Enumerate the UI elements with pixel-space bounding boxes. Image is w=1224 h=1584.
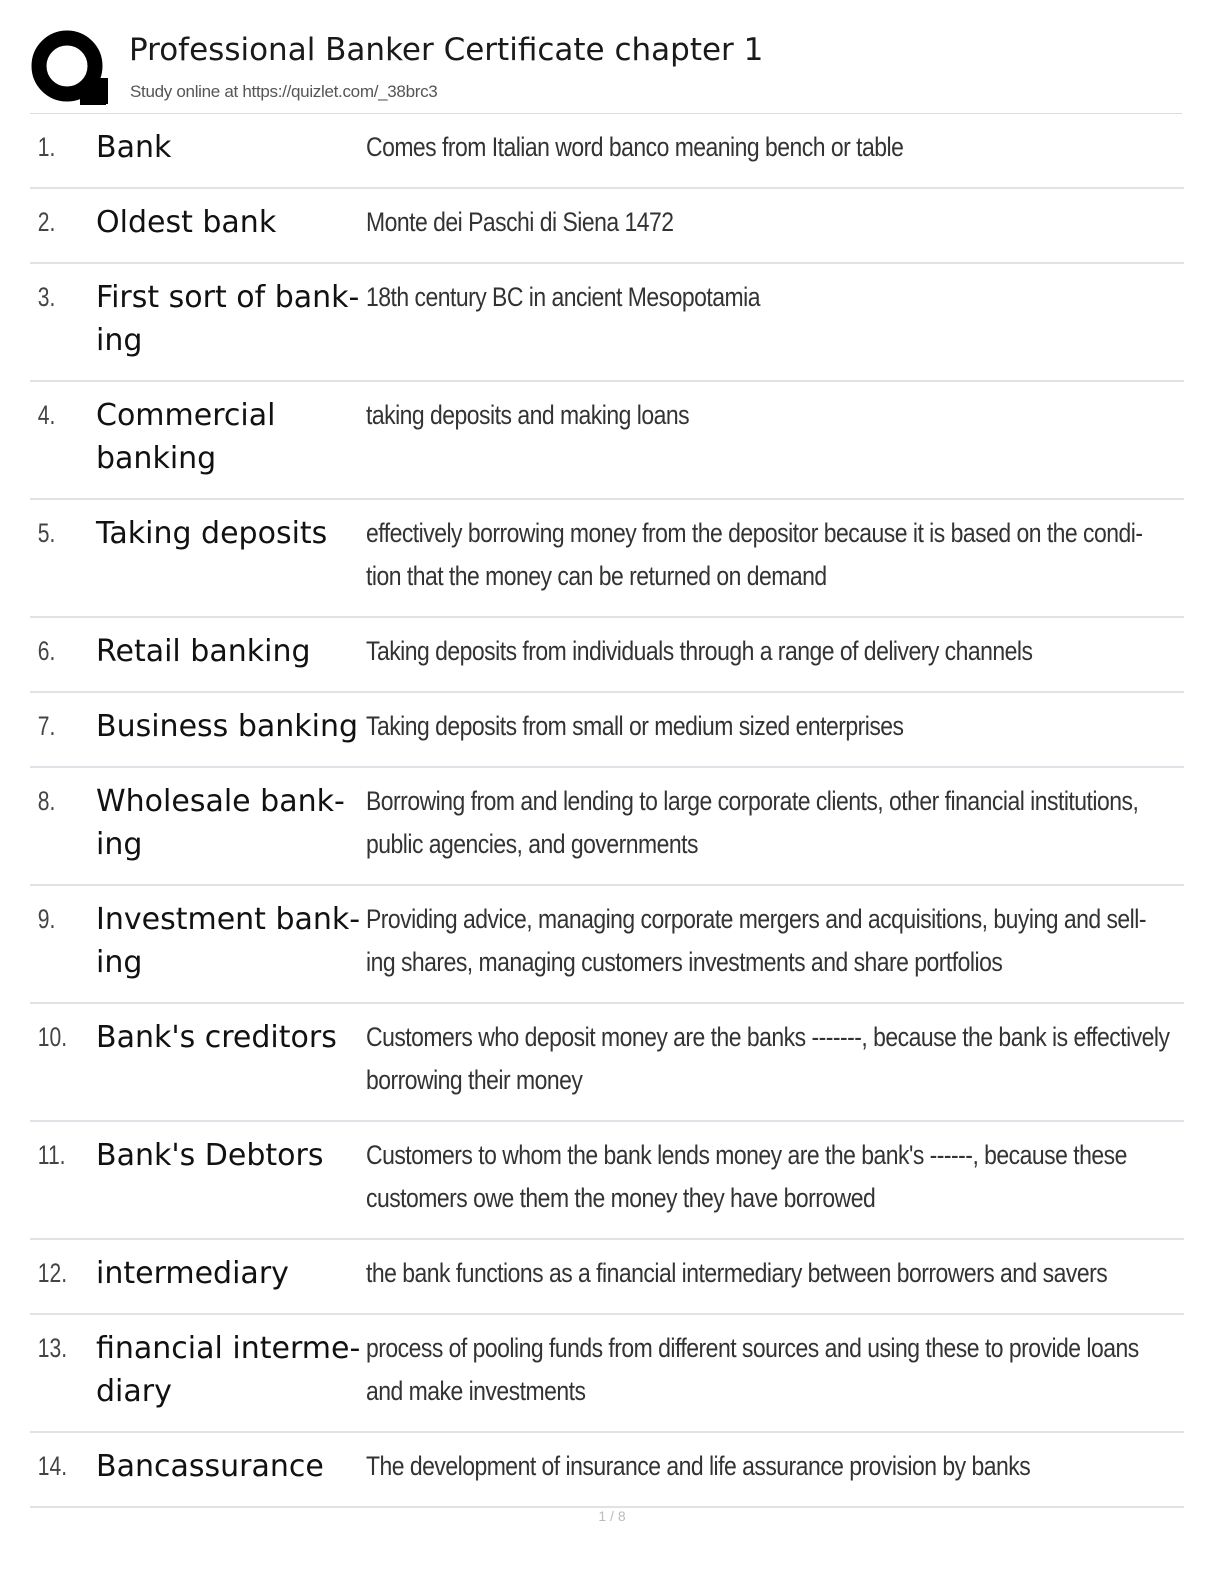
definition-text: the bank functions as a financial intermediary between borrowers and savers	[366, 1258, 1108, 1288]
term-text: Retail banking	[96, 634, 311, 669]
quizlet-logo-icon	[30, 30, 108, 108]
definition-text: effectively borrowing money from the depositor because it is based on the condi- tion that the money can be returned on demand	[366, 518, 1143, 591]
flashcard-row	[30, 618, 1184, 693]
row-number: 5.	[37, 518, 56, 548]
flashcard-row	[30, 1433, 1184, 1508]
row-number: 7.	[37, 711, 56, 741]
row-number: 4.	[37, 400, 56, 430]
definition-text: Borrowing from and lending to large corporate clients, other financial institutions, public agencies, and governments	[366, 786, 1139, 859]
term-text: Wholesale bank- ing	[96, 784, 345, 862]
flashcard-row	[30, 500, 1184, 618]
term-text: Business banking	[96, 709, 359, 744]
flashcard-row	[30, 114, 1184, 189]
term-text: Bank	[96, 130, 172, 165]
document-header	[30, 28, 1190, 114]
row-number: 14.	[37, 1451, 68, 1481]
term-text: Oldest bank	[96, 205, 277, 240]
definition-text: Taking deposits from small or medium sized enterprises	[366, 711, 904, 741]
flashcard-row	[30, 886, 1184, 1004]
row-number: 9.	[37, 904, 56, 934]
row-number: 2.	[37, 207, 56, 237]
flashcard-row	[30, 768, 1184, 886]
definition-text: process of pooling funds from different sources and using these to provide loans and make investments	[366, 1333, 1139, 1406]
study-online-link[interactable]: Study online at https://quizlet.com/_38brc3	[130, 82, 438, 101]
term-text: Bancassurance	[96, 1449, 324, 1484]
flashcard-list	[30, 114, 1184, 1508]
flashcard-row	[30, 1240, 1184, 1315]
flashcard-row	[30, 264, 1184, 382]
document-title: Professional Banker Certificate chapter 1	[129, 32, 764, 68]
term-text: financial interme- diary	[96, 1331, 361, 1409]
definition-text: Providing advice, managing corporate mergers and acquisitions, buying and sell- ing shares, managing customers investments and share portfolios	[366, 904, 1146, 977]
term-text: First sort of bank- ing	[96, 280, 360, 358]
flashcard-row	[30, 1122, 1184, 1240]
row-number: 13.	[37, 1333, 68, 1363]
definition-text: Monte dei Paschi di Siena 1472	[366, 207, 674, 237]
row-number: 8.	[37, 786, 56, 816]
term-text: intermediary	[96, 1256, 289, 1291]
term-text: Investment bank- ing	[96, 902, 361, 980]
definition-text: Comes from Italian word banco meaning bench or table	[366, 132, 904, 162]
term-text: Bank's Debtors	[96, 1138, 324, 1173]
row-number: 12.	[37, 1258, 68, 1288]
flashcard-row	[30, 1315, 1184, 1433]
row-number: 10.	[37, 1022, 68, 1052]
flashcard-row	[30, 693, 1184, 768]
definition-text: Customers to whom the bank lends money are the bank's ------, because these customers owe them the money they have borrowed	[366, 1140, 1127, 1213]
flashcard-row	[30, 1004, 1184, 1122]
flashcard-row	[30, 189, 1184, 264]
flashcard-row	[30, 382, 1184, 500]
term-text: Bank's creditors	[96, 1020, 337, 1055]
page-number: 1 / 8	[598, 1508, 626, 1524]
term-text: Taking deposits	[96, 516, 328, 551]
term-text: Commercial banking	[96, 398, 276, 476]
definition-text: taking deposits and making loans	[366, 400, 690, 430]
row-number: 6.	[37, 636, 56, 666]
definition-text: Taking deposits from individuals through a range of delivery channels	[366, 636, 1033, 666]
definition-text: 18th century BC in ancient Mesopotamia	[366, 282, 760, 312]
definition-text: The development of insurance and life assurance provision by banks	[366, 1451, 1031, 1481]
row-number: 11.	[37, 1140, 66, 1170]
definition-text: Customers who deposit money are the banks -------, because the bank is effectively borrowing their money	[366, 1022, 1170, 1095]
row-number: 3.	[37, 282, 56, 312]
row-number: 1.	[37, 132, 56, 162]
